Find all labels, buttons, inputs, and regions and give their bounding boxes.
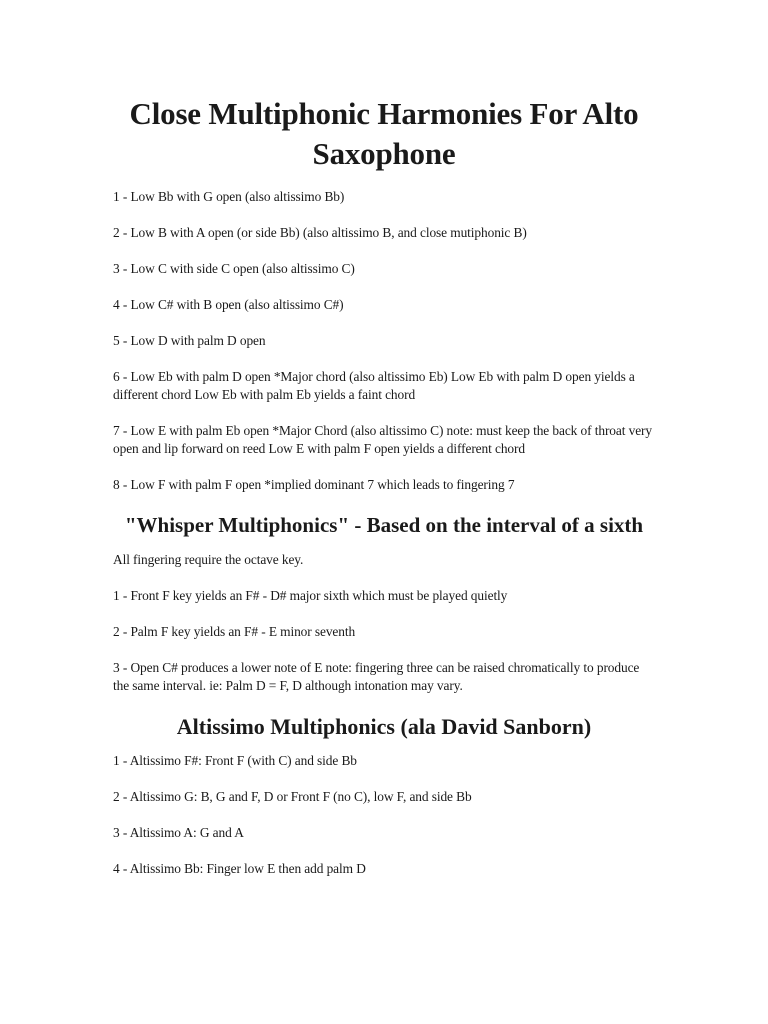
section-heading: Altissimo Multiphonics (ala David Sanborn) — [176, 714, 592, 739]
section-heading: "Whisper Multiphonics" - Based on the interval of a sixth — [124, 513, 644, 537]
list-item: 5 - Low D with palm D open — [113, 333, 266, 348]
list-item: 3 - Open C# produces a lower note of E note: fingering three can be raised chromatically to produce the same interval. ie: Palm D = F, D although intonation may vary. — [113, 660, 640, 693]
list-item: 7 - Low E with palm Eb open *Major Chord (also altissimo C) note: must keep the back of throat very open and lip forward on reed Low E with palm F open yields a different chord — [113, 423, 653, 456]
section-altissimo-multiphonics — [113, 713, 655, 878]
list-item: 6 - Low Eb with palm D open *Major chord (also altissimo Eb) Low Eb with palm D open yields a different chord Low Eb with palm Eb yields a faint chord — [113, 369, 635, 402]
section-intro: All fingering require the octave key. — [113, 552, 304, 567]
list-item: 4 - Low C# with B open (also altissimo C#) — [113, 297, 344, 312]
section-close-multiphonics — [113, 188, 655, 494]
list-item: 4 - Altissimo Bb: Finger low E then add palm D — [113, 861, 366, 876]
document-page — [113, 90, 655, 896]
list-item: 1 - Front F key yields an F# - D# major sixth which must be played quietly — [113, 588, 508, 603]
page-title: Close Multiphonic Harmonies For Alto Saxophone — [129, 96, 639, 171]
section-whisper-multiphonics — [113, 512, 655, 695]
list-item: 2 - Altissimo G: B, G and F, D or Front F (no C), low F, and side Bb — [113, 789, 472, 804]
list-item: 3 - Altissimo A: G and A — [113, 825, 244, 840]
list-item: 3 - Low C with side C open (also altissimo C) — [113, 261, 355, 276]
list-item: 2 - Palm F key yields an F# - E minor seventh — [113, 624, 356, 639]
list-item: 8 - Low F with palm F open *implied dominant 7 which leads to fingering 7 — [113, 477, 515, 492]
list-item: 1 - Low Bb with G open (also altissimo Bb) — [113, 189, 345, 204]
list-item: 1 - Altissimo F#: Front F (with C) and side Bb — [113, 753, 357, 768]
list-item: 2 - Low B with A open (or side Bb) (also altissimo B, and close mutiphonic B) — [113, 225, 527, 240]
